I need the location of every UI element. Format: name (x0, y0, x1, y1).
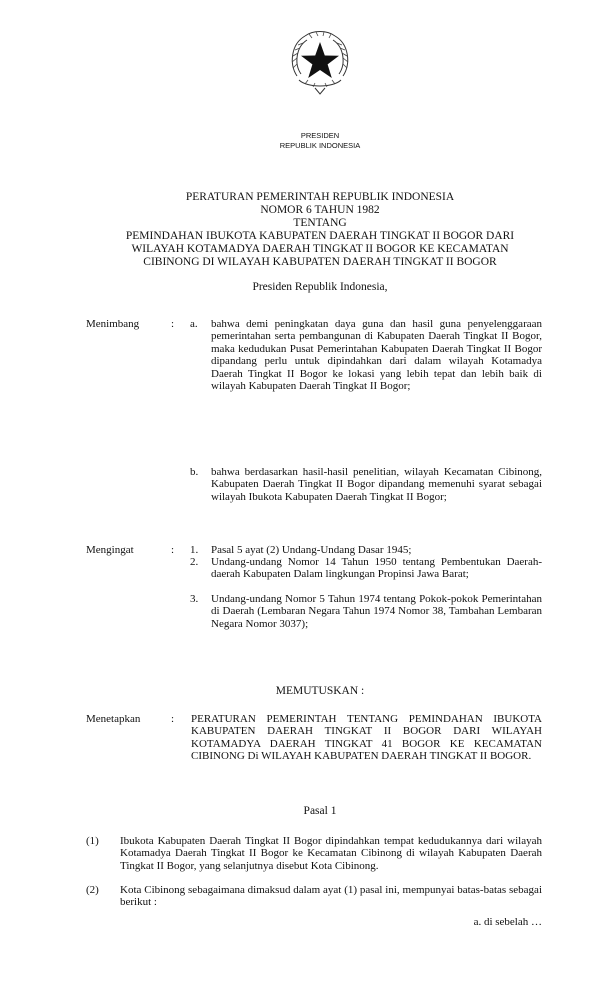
memutuskan-heading: MEMUTUSKAN : (275, 685, 365, 697)
ayat-1-num: (1) (86, 835, 99, 847)
title-line-1: PERATURAN PEMERINTAH REPUBLIK INDONESIA (185, 191, 455, 203)
title-line-5: WILAYAH KOTAMADYA DAERAH TINGKAT II BOGOR KE KECAMATAN (131, 243, 509, 255)
title-line-6: CIBINONG DI WILAYAH KABUPATEN DAERAH TINGKAT II BOGOR (143, 256, 497, 268)
page-continuation: a. di sebelah … (473, 916, 542, 928)
mengingat-item-3-text: Undang-undang Nomor 5 Tahun 1974 tentang Pokok-pokok Pemerintahan di Daerah (Lembaran Negara Tahun 1974 Nomor 38, Tambahan Lembaran Negara Nomor 3037); (211, 593, 542, 630)
pasal-1-heading: Pasal 1 (303, 805, 337, 817)
title-line-3: TENTANG (293, 217, 347, 229)
garuda-star-emblem-icon (287, 28, 353, 98)
mengingat-item-1-num: 1. (190, 544, 199, 556)
preamble: Presiden Republik Indonesia, (252, 281, 388, 293)
menimbang-item-b-text: bahwa berdasarkan hasil-hasil penelitian, wilayah Kecamatan Cibinong, Kabupaten Daerah Tingkat II Bogor dipandang memenuhi syarat sebagai wilayah Ibukota Kabupaten Daerah Tingkat II Bogor; (211, 466, 542, 503)
menimbang-label: Menimbang (86, 318, 140, 330)
menimbang-colon: : (171, 318, 175, 330)
ayat-1-text: Ibukota Kabupaten Daerah Tingkat II Bogor dipindahkan tempat kedudukannya dari wilayah Kotamadya Daerah Tingkat II Bogor ke Kecamatan Cibinong di wilayah Kabupaten Daerah Tingkat II Bogor, yang selanjutnya disebut Kota Cibinong. (120, 835, 542, 872)
menetapkan-label: Menetapkan (86, 713, 141, 725)
mengingat-colon: : (171, 544, 175, 556)
title-line-2: NOMOR 6 TAHUN 1982 (260, 204, 380, 216)
mengingat-item-2-text: Undang-undang Nomor 14 Tahun 1950 tentang Pembentukan Daerah-daerah Kabupaten Dalam lingkungan Propinsi Jawa Barat; (211, 556, 542, 581)
ayat-2-text: Kota Cibinong sebagaimana dimaksud dalam ayat (1) pasal ini, mempunyai batas-batas sebagai berikut : (120, 884, 542, 909)
mengingat-item-3-num: 3. (190, 593, 199, 605)
mengingat-label: Mengingat (86, 544, 134, 556)
ayat-2-num: (2) (86, 884, 99, 896)
emblem-caption-republik: REPUBLIK INDONESIA (279, 141, 361, 150)
menimbang-item-a-num: a. (190, 318, 198, 330)
menimbang-item-a-text: bahwa demi peningkatan daya guna dan hasil guna penyelenggaraan pemerintahan serta pembangunan di Kabupaten Daerah Tingkat II Bogor, maka kedudukan Pusat Pemerintahan Kabupaten Daerah Tingkat II Bogor dipandang perlu untuk dipindahkan dari dalam wilayah Kotamadya Daerah Tingkat II Bogor ke lokasi yang lebih tepat dan lebih baik di wilayah Kabupaten Daerah Tingkat II Bogor; (211, 318, 542, 393)
menetapkan-colon: : (171, 713, 175, 725)
menetapkan-text: PERATURAN PEMERINTAH TENTANG PEMINDAHAN IBUKOTA KABUPATEN DAERAH TINGKAT II BOGOR DARI WILAYAH KOTAMADYA DAERAH TINGKAT 41 BOGOR KE KECAMATAN CIBINONG Di WILAYAH KABUPATEN DAERAH TINGKAT II BOGOR. (191, 713, 542, 763)
mengingat-item-1-text: Pasal 5 ayat (2) Undang-Undang Dasar 1945; (211, 544, 412, 556)
mengingat-item-2-num: 2. (190, 556, 199, 568)
emblem-caption-presiden: PRESIDEN (300, 131, 340, 140)
menimbang-item-b-num: b. (190, 466, 199, 478)
title-line-4: PEMINDAHAN IBUKOTA KABUPATEN DAERAH TINGKAT II BOGOR DARI (125, 230, 515, 242)
